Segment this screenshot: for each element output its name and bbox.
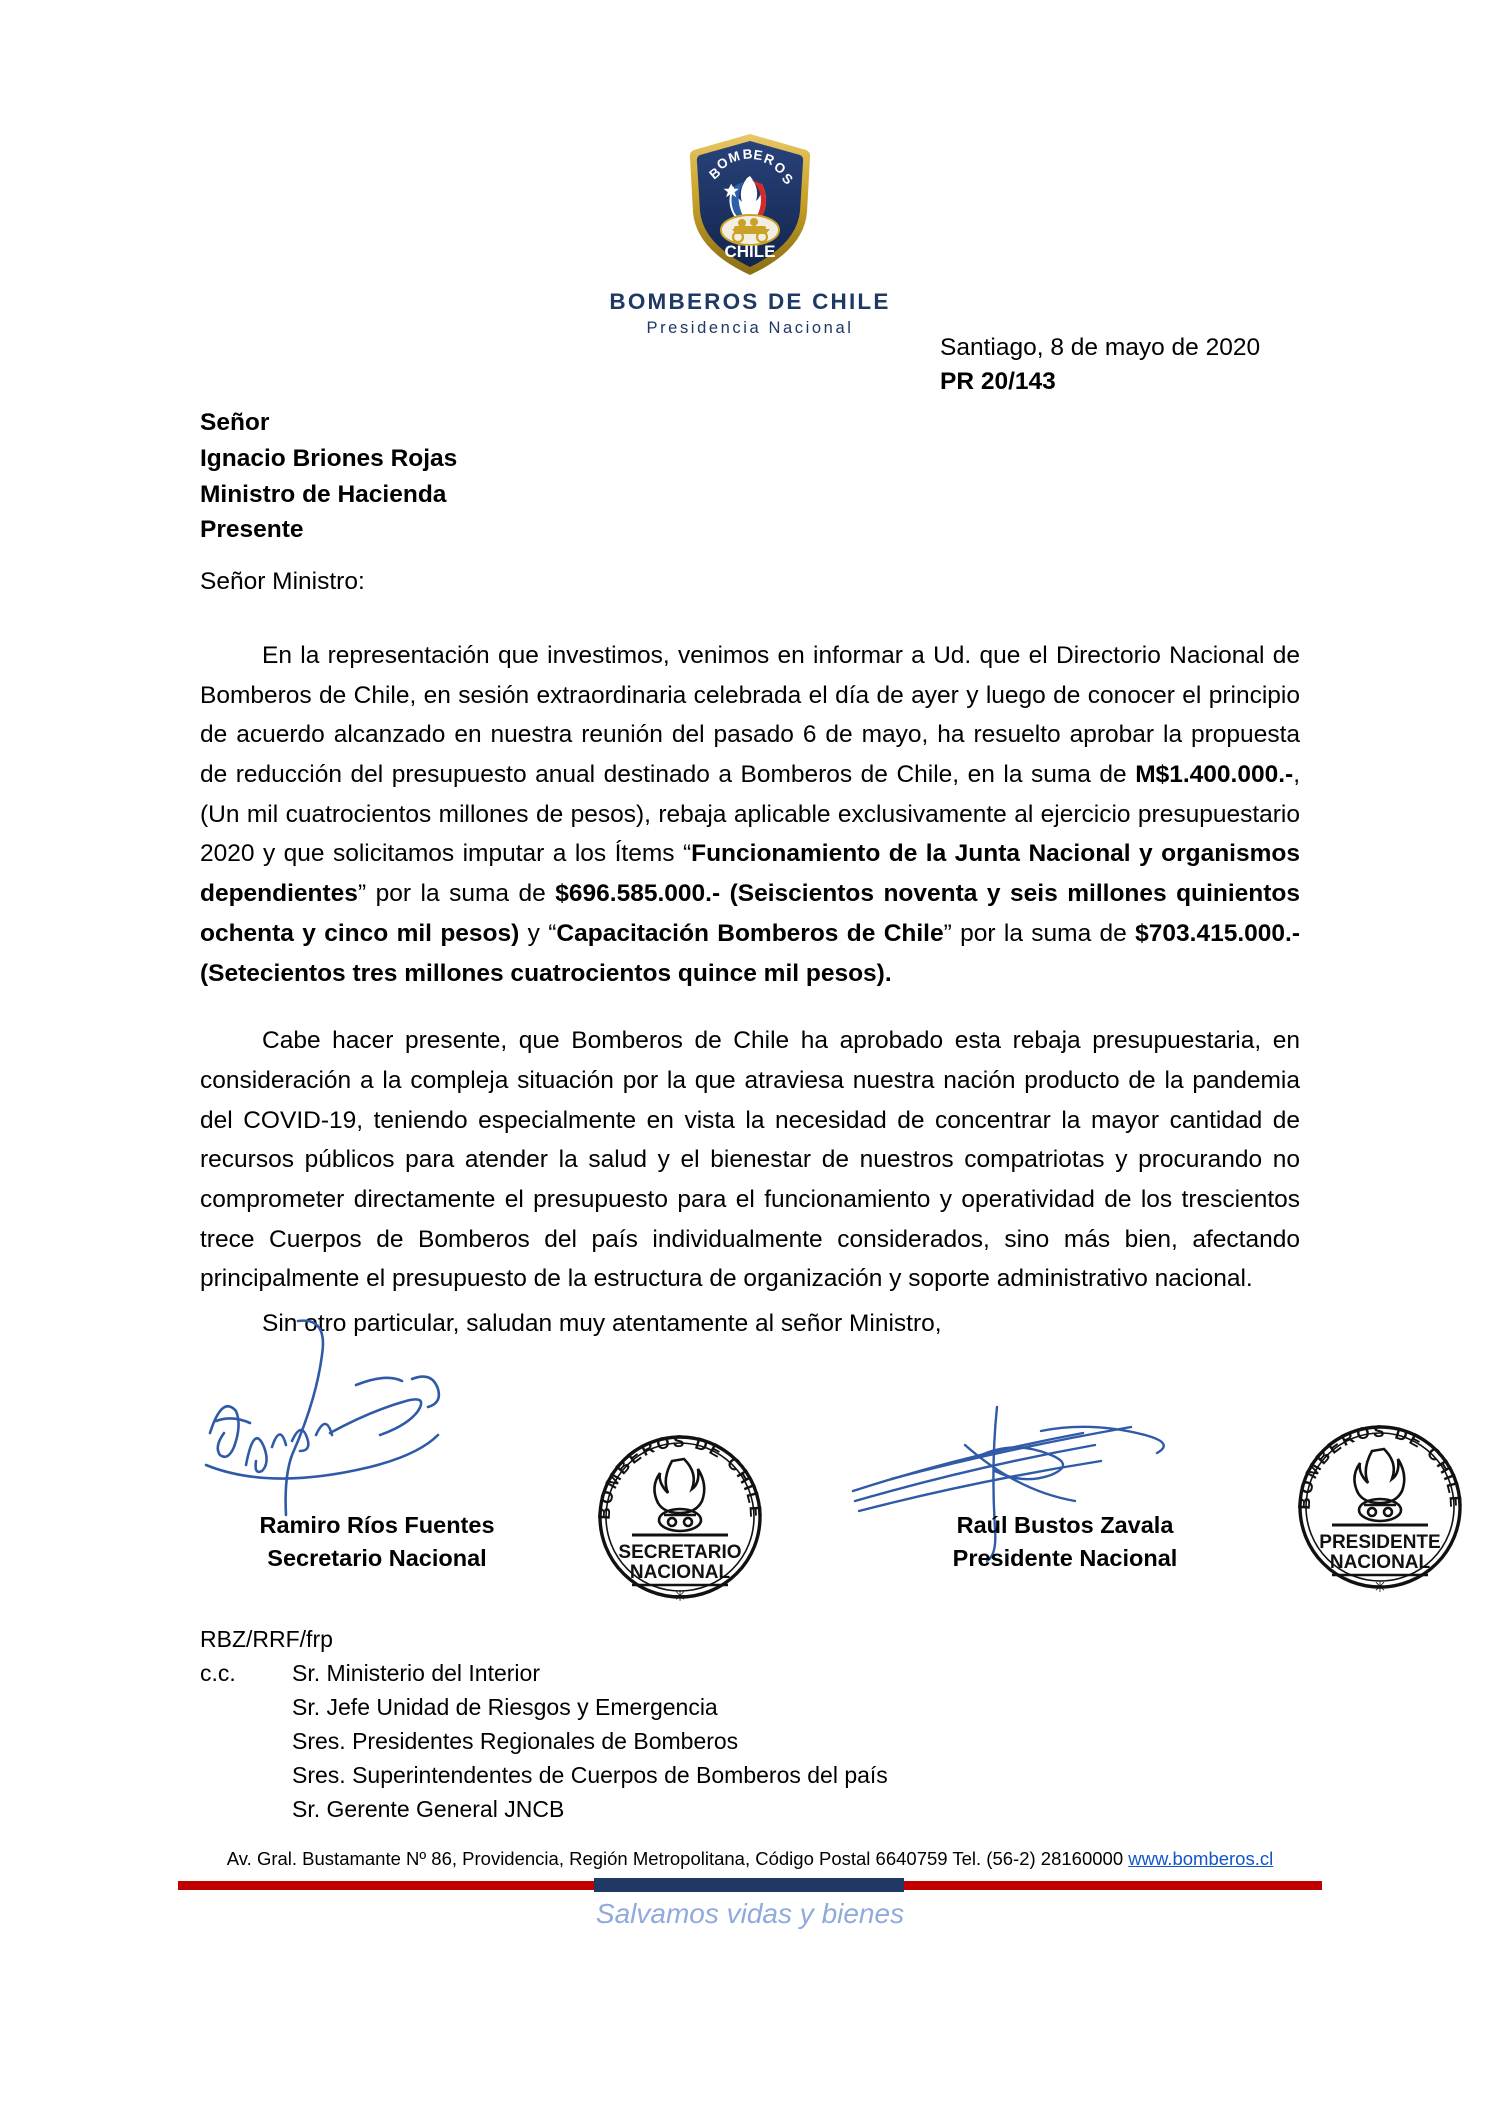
stamp-line-1-left: SECRETARIO — [618, 1542, 742, 1563]
p1-part1: En la representación que investimos, venimos en informar a Ud. que el Directorio Nacional de Bomberos de Chile, en sesión extraordinaria celebrada el día de ayer y luego de conocer el principio de acuerdo alcanzado en nuestra reunión del pasado 6 de mayo, ha resuelto aprobar la propuesta de reducción del presupuesto anual destinado a Bomberos de Chile, en la suma de — [200, 642, 1300, 789]
stamp-arc-text-left: BOMBEROS DE CHILE — [594, 1431, 766, 1521]
addressee-honorific: Señor — [200, 409, 270, 436]
website-link[interactable]: www.bomberos.cl — [1128, 1848, 1274, 1869]
addressee-title: Ministro de Hacienda — [200, 480, 447, 508]
letter-body — [200, 636, 1300, 1299]
reference-number: PR 20/143 — [940, 368, 1056, 396]
svg-text:M: M — [726, 148, 742, 166]
distribution-block — [200, 1622, 888, 1826]
signer-name-presidente: Raúl Bustos Zavala — [956, 1512, 1174, 1538]
bomberos-de-chile-crest-icon — [674, 128, 826, 280]
footer-color-bars — [0, 1878, 1500, 1892]
footer-bar-blue — [594, 1878, 904, 1892]
svg-text:BOMBEROS DE CHILE — [1295, 1422, 1466, 1510]
closing-line: Sin otro particular, saludan muy atentamente al señor Ministro, — [262, 1310, 942, 1337]
list-item: Sres. Presidentes Regionales de Bomberos — [292, 1728, 739, 1755]
stamp-asterisk-left: ✳ — [673, 1588, 687, 1605]
svg-text:CHILE: CHILE — [724, 242, 776, 261]
item-2-name: Capacitación Bomberos de Chile — [556, 919, 944, 947]
footer-tagline: Salvamos vidas y bienes — [595, 1898, 905, 1929]
svg-text:B: B — [706, 164, 724, 183]
stamp-line-2-left: NACIONAL — [629, 1562, 731, 1583]
date-reference-block — [940, 332, 1360, 399]
author-initials: RBZ/RRF/frp — [200, 1626, 333, 1652]
addressee-presente: Presente — [200, 516, 304, 544]
stamp-arc-text-right: BOMBEROS DE CHILE — [1294, 1421, 1466, 1511]
stamp-secretario-nacional — [588, 1425, 772, 1609]
signature-block-secretario — [182, 1509, 572, 1576]
list-item: Sres. Superintendentes de Cuerpos de Bomberos del país — [292, 1762, 888, 1789]
footer-address — [0, 1848, 1500, 1870]
stamp-asterisk-right: ✳ — [1373, 1579, 1387, 1596]
list-item: Sr. Ministerio del Interior — [292, 1660, 540, 1687]
stamp-line-1-right: PRESIDENTE — [1319, 1532, 1441, 1553]
svg-text:R: R — [761, 150, 777, 169]
amount-item-2: $703.415.000.- (Setecientos tres millones cuatrocientos quince mil pesos). — [200, 919, 1300, 987]
signer-title-secretario: Secretario Nacional — [267, 1545, 487, 1572]
letterhead — [0, 128, 1500, 338]
salutation: Señor Ministro: — [200, 568, 365, 595]
svg-text:O: O — [771, 158, 789, 178]
p1-part4: y “ — [519, 919, 557, 947]
cc-label: c.c. — [200, 1660, 236, 1687]
svg-text:S: S — [778, 170, 796, 188]
signer-name-secretario: Ramiro Ríos Fuentes — [259, 1512, 495, 1538]
org-subtitle: Presidencia Nacional — [646, 319, 854, 337]
p1-part5: ” por la suma de — [943, 919, 1136, 947]
addressee-name: Ignacio Briones Rojas — [200, 444, 458, 472]
signer-title-presidente: Presidente Nacional — [952, 1545, 1178, 1572]
stamp-presidente-nacional — [1288, 1415, 1472, 1599]
amount-item-1: $696.585.000.- (Seiscientos noventa y seis millones quinientos ochenta y cinco mil pesos) — [200, 880, 1300, 947]
body-paragraph-1 — [200, 636, 1300, 993]
p1-part3: ” por la suma de — [357, 880, 556, 908]
crest-container — [609, 128, 890, 338]
item-1-name: Funcionamiento de la Junta Nacional y organismos dependientes — [200, 840, 1300, 908]
cc-recipient-list — [292, 1656, 888, 1826]
list-item: Sr. Jefe Unidad de Riesgos y Emergencia — [292, 1694, 718, 1721]
svg-text:O: O — [714, 154, 731, 173]
amount-total: M$1.400.000.- — [1135, 761, 1294, 789]
org-name: BOMBEROS DE CHILE — [609, 289, 891, 314]
svg-text:B: B — [742, 146, 753, 162]
svg-text:BOMBEROS DE CHILE — [595, 1432, 766, 1520]
addressee-block — [200, 405, 457, 548]
footer-address-text: Av. Gral. Bustamante Nº 86, Providencia, Región Metropolitana, Código Postal 6640759 Tel. (56-2) 28160000 — [226, 1848, 1129, 1869]
place-date: Santiago, 8 de mayo de 2020 — [940, 334, 1261, 361]
svg-text:E: E — [752, 147, 764, 164]
signature-block-presidente — [870, 1509, 1260, 1576]
p1-part2: , (Un mil cuatrocientos millones de pesos), rebaja aplicable exclusivamente al ejercicio presupuestario 2020 y que solicitamos imputar a los Ítems “ — [200, 761, 1300, 868]
cc-row — [200, 1656, 888, 1826]
stamp-line-2-right: NACIONAL — [1329, 1552, 1431, 1573]
body-paragraph-2: Cabe hacer presente, que Bomberos de Chile ha aprobado esta rebaja presupuestaria, en consideración a la compleja situación por la que atraviesa nuestra nación producto de la pandemia del COVID-19, teniendo especialmente en vista la necesidad de concentrar la mayor cantidad de recursos públicos para atender la salud y el bienestar de nuestros compatriotas y procurando no comprometer directamente el presupuesto para el funcionamiento y operatividad de los trescientos trece Cuerpos de Bomberos del país individualmente considerados, sino más bien, afectando principalmente el presupuesto de la estructura de organización y soporte administrativo nacional. — [200, 1027, 1300, 1293]
list-item: Sr. Gerente General JNCB — [292, 1796, 565, 1823]
